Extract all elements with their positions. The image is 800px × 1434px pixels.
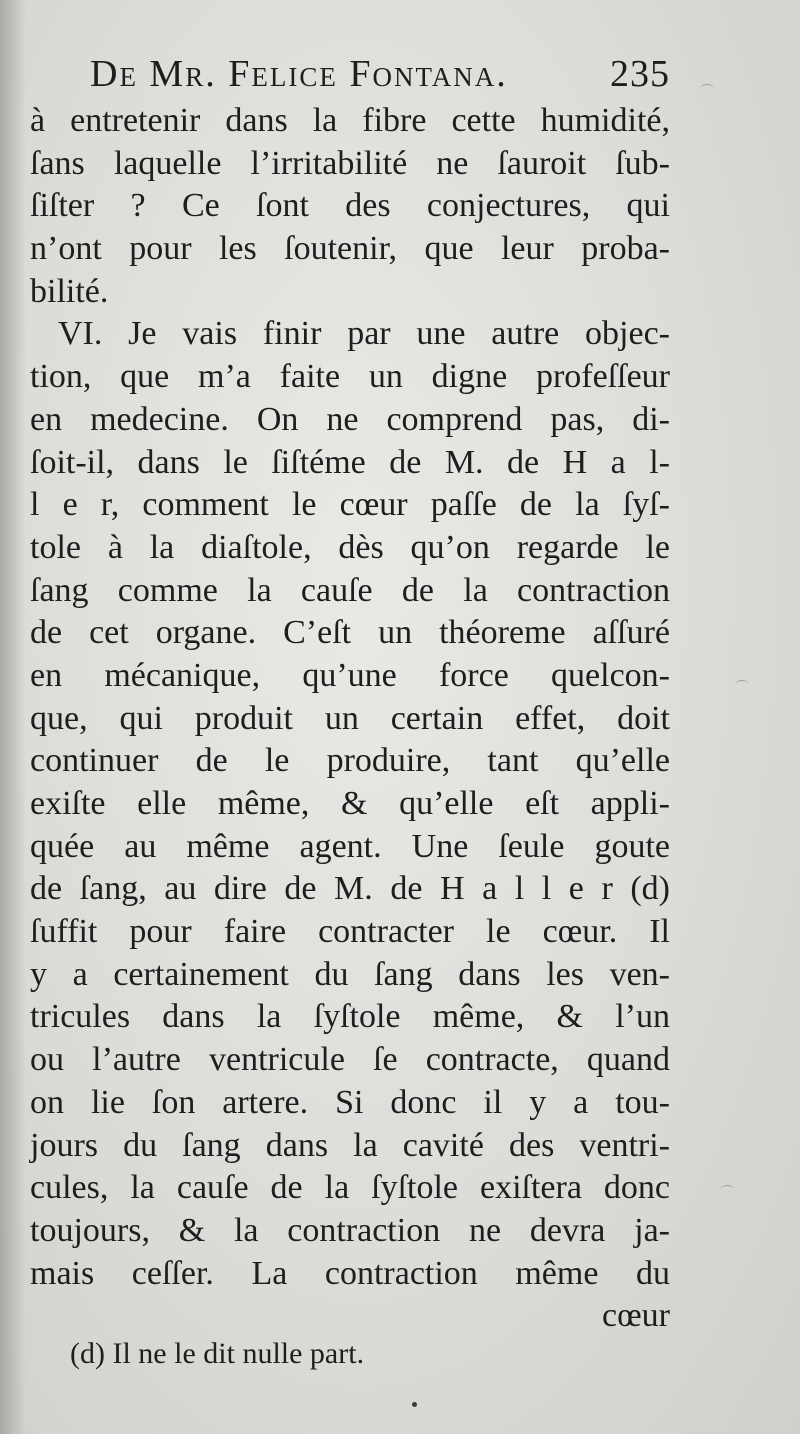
text-line: à entretenir dans la fibre cette humidité, bbox=[30, 102, 670, 139]
text-line: ſuffit pour faire contracter le cœur. Il bbox=[30, 913, 670, 951]
ink-speck bbox=[412, 1402, 417, 1407]
text-line: tricules dans la ſyſtole même, & l’un bbox=[30, 998, 670, 1036]
text-line: continuer de le produire, tant qu’elle bbox=[30, 742, 670, 780]
body-text bbox=[30, 100, 670, 1338]
footnote: (d) Il ne le dit nulle part. bbox=[70, 1337, 365, 1370]
text-line: bilité. bbox=[30, 272, 109, 310]
running-head bbox=[90, 48, 670, 100]
text-line: y a certainement du ſang dans les ven- bbox=[30, 955, 670, 993]
text-line: l e r, comment le cœur paſſe de la ſyſ- bbox=[30, 486, 670, 524]
text-line: ſiſter ? Ce ſont des conjectures, qui bbox=[30, 187, 670, 225]
text-line: mais ceſſer. La contraction même du bbox=[30, 1254, 670, 1292]
text-line: en mécanique, qu’une force quelcon- bbox=[30, 656, 670, 694]
text-line: que, qui produit un certain effet, doit bbox=[30, 699, 670, 737]
text-line: jours du ſang dans la cavité des ventri- bbox=[30, 1126, 670, 1164]
catchword: cœur bbox=[602, 1297, 670, 1335]
paper-mark bbox=[700, 84, 714, 93]
text-line: cules, la cauſe de la ſyſtole exiſtera donc bbox=[30, 1169, 670, 1207]
text-line: toujours, & la contraction ne devra ja- bbox=[30, 1211, 670, 1249]
text-line: ſans laquelle l’irritabilité ne ſauroit ſub- bbox=[30, 144, 670, 182]
paper-mark bbox=[735, 680, 749, 689]
text-line: tole à la diaſtole, dès qu’on regarde le bbox=[30, 528, 670, 566]
text-line: quée au même agent. Une ſeule goute bbox=[30, 827, 670, 865]
gutter-shadow bbox=[0, 0, 26, 1434]
paper-mark bbox=[720, 1185, 734, 1194]
text-line: ſang comme la cauſe de la contraction bbox=[30, 571, 670, 609]
page-number: 235 bbox=[610, 53, 670, 95]
text-line: on lie ſon artere. Si donc il y a tou- bbox=[30, 1083, 670, 1121]
text-line: ſoit-il, dans le ſiſtéme de M. de H a l- bbox=[30, 443, 670, 481]
text-line: ou l’autre ventricule ſe contracte, quand bbox=[30, 1041, 670, 1079]
paragraph-start-line: VI. Je vais finir par une autre objec- bbox=[58, 315, 670, 353]
running-head-title: De Mr. Felice Fontana. bbox=[90, 53, 508, 95]
text-line: tion, que m’a faite un digne profeſſeur bbox=[30, 358, 670, 396]
text-line: en medecine. On ne comprend pas, di- bbox=[30, 400, 670, 438]
text-line: de cet organe. C’eſt un théoreme aſſuré bbox=[30, 614, 670, 652]
text-line: exiſte elle même, & qu’elle eſt appli- bbox=[30, 785, 670, 822]
text-line: n’ont pour les ſoutenir, que leur proba- bbox=[30, 230, 670, 268]
text-line: de ſang, au dire de M. de H a l l e r (d) bbox=[30, 870, 670, 908]
